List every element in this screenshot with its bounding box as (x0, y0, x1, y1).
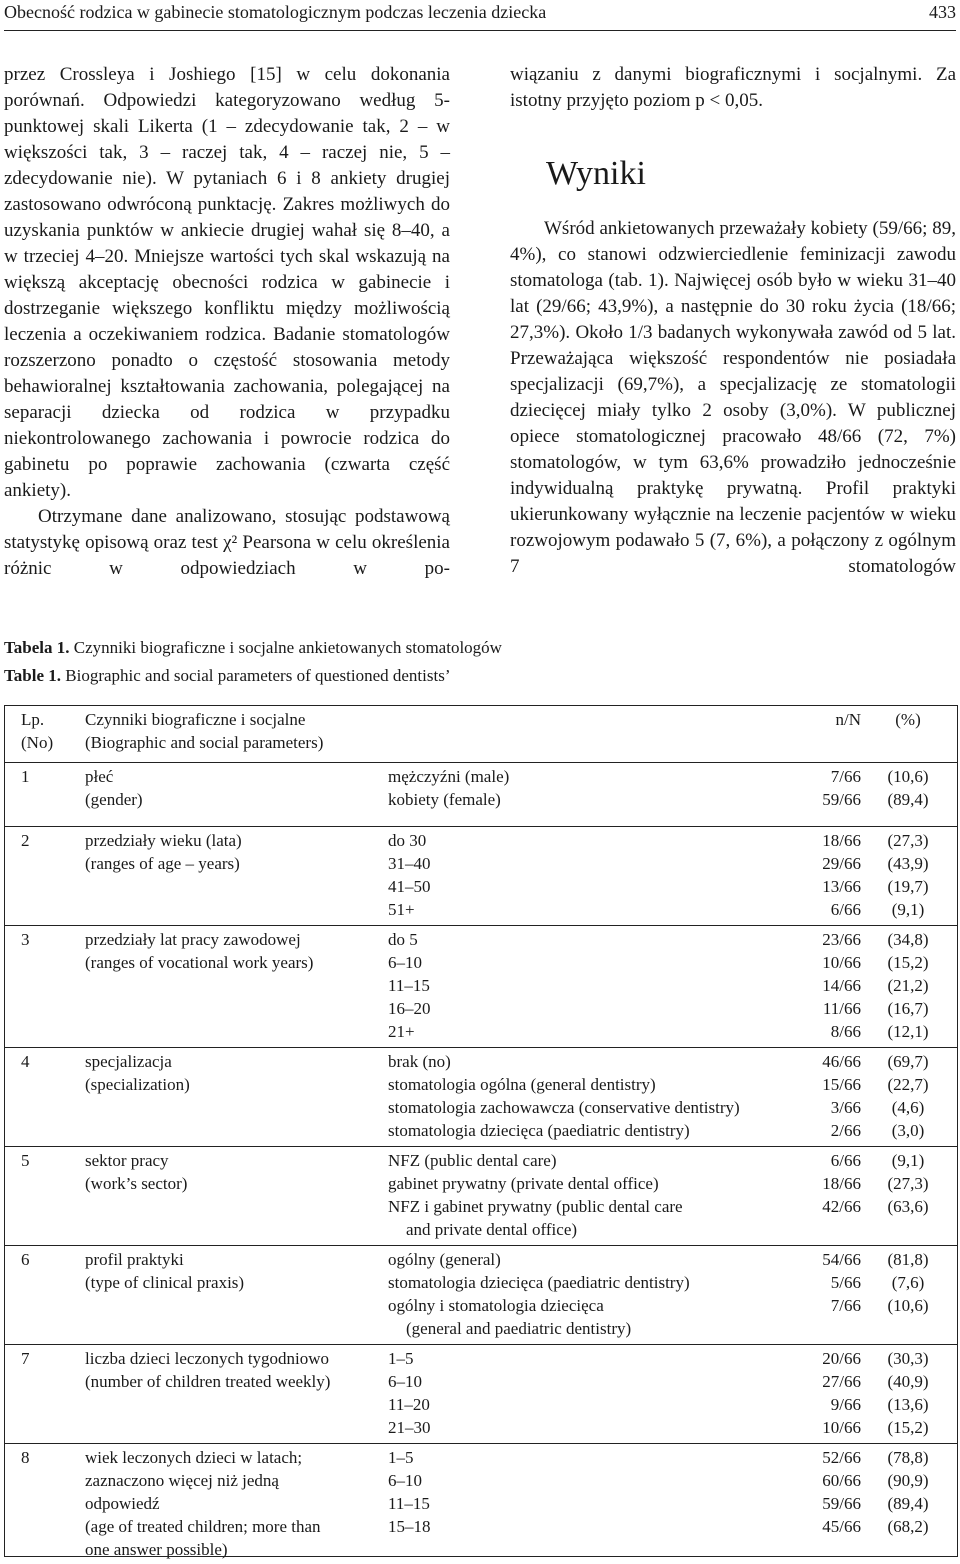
row-count (791, 1050, 861, 1142)
table-body (5, 763, 957, 1564)
row-percent (873, 829, 943, 921)
header-param (85, 708, 375, 754)
row-percent (873, 1446, 943, 1538)
row-percent-line: (15,2) (887, 1418, 929, 1437)
row-parameter-line: (specialization) (85, 1075, 190, 1094)
row-percent-line: (30,3) (887, 1349, 929, 1368)
table-caption-english (4, 666, 451, 686)
row-parameter-line: specjalizacja (85, 1052, 172, 1071)
header-no (21, 708, 53, 754)
row-percent-line: (34,8) (887, 930, 929, 949)
caption-text: Czynniki biograficzne i socjalne ankietowanych stomatologów (69, 638, 502, 657)
row-parameter-line: sektor pracy (85, 1151, 169, 1170)
row-parameter-line: (type of clinical praxis) (85, 1273, 245, 1292)
row-percent-line: (43,9) (887, 854, 929, 873)
row-number: 2 (21, 831, 30, 850)
row-category-line: NFZ i gabinet prywatny (public dental care (388, 1197, 683, 1216)
header-line: (Biographic and social parameters) (85, 733, 324, 752)
row-percent (873, 1149, 943, 1241)
row-number: 1 (21, 767, 30, 786)
table-header (5, 706, 957, 763)
row-percent-line: (69,7) (887, 1052, 929, 1071)
row-parameter-line: przedziały lat pracy zawodowej (85, 930, 301, 949)
table-row (5, 1246, 957, 1345)
row-number: 5 (21, 1151, 30, 1170)
row-count-line: 8/66 (830, 1022, 861, 1041)
row-percent-line: (9,1) (891, 1151, 925, 1170)
row-count-line: 9/66 (830, 1395, 861, 1414)
row-category-line: and private dental office) (406, 1220, 578, 1239)
row-parameter (85, 928, 375, 974)
row-percent-line: (16,7) (887, 999, 929, 1018)
row-count-line: 42/66 (822, 1197, 861, 1216)
caption-label: Table 1. (4, 666, 62, 685)
row-category-line: 21–30 (388, 1418, 431, 1437)
row-count-line: 15/66 (822, 1075, 861, 1094)
row-percent-line: (90,9) (887, 1471, 929, 1490)
row-category-line: 41–50 (388, 877, 431, 896)
row-percent-line: (78,8) (887, 1448, 929, 1467)
row-parameter-line: profil praktyki (85, 1250, 184, 1269)
paragraph-methods: przez Crossleya i Joshiego [15] w celu dokonania porównań. Odpowiedzi kategoryzowano według 5-punktowej skali Likerta (1 – zdecydowanie tak, 2 – w większości tak, 3 – raczej tak, 4 – raczej nie, 5 – zdecydowanie nie). W pytaniach 6 i 8 ankiety drugiej zastosowano odwróconą punktację. Zakres możliwych do uzyskania punktów w ankiecie drugiej wahał się 8–40, a w trzeciej 4–20. Mniejsze wartości tych skal wskazują na większą akceptację obecności rodzica w gabinecie i dostrzeganie większego konfliktu między możliwością leczenia a oczekiwaniem rodzica. Badanie stomatologów rozszerzono ponadto o częstość stosowania metody behawioralnej kształtowania zachowania, polegającej na separacji dziecka od rodzica w przypadku niekontrolowanego zachowania i powrocie rodzica do gabinetu po poprawie zachowania (czwarta część ankiety). (4, 64, 450, 501)
row-percent-line: (27,3) (887, 1174, 929, 1193)
row-category-line: 11–15 (388, 1494, 430, 1513)
row-category-line: 6–10 (388, 953, 422, 972)
row-count-line: 14/66 (822, 976, 861, 995)
row-category-line: stomatologia dziecięca (paediatric dentistry) (388, 1273, 690, 1292)
row-count-line: 10/66 (822, 1418, 861, 1437)
row-count-line: 45/66 (822, 1517, 861, 1536)
row-count (791, 1248, 861, 1340)
row-count-line: 23/66 (822, 930, 861, 949)
row-count (791, 928, 861, 1043)
row-percent-line: (89,4) (887, 1494, 929, 1513)
row-count-line: 18/66 (822, 1174, 861, 1193)
row-percent-line: (63,6) (887, 1197, 929, 1216)
caption-label: Tabela 1. (4, 638, 70, 657)
row-category (388, 1248, 808, 1340)
row-percent-line: (9,1) (891, 900, 925, 919)
row-percent-line: (68,2) (887, 1517, 929, 1536)
row-parameter-line: przedziały wieku (lata) (85, 831, 242, 850)
row-count-line: 11/66 (822, 999, 861, 1018)
row-count-line: 5/66 (830, 1273, 861, 1292)
row-percent-line: (40,9) (887, 1372, 929, 1391)
caption-text: Biographic and social parameters of questioned dentists’ (61, 666, 451, 685)
row-count (791, 765, 861, 811)
row-count-line (791, 1317, 861, 1340)
row-percent-line (873, 1218, 943, 1241)
row-number: 7 (21, 1349, 30, 1368)
row-number: 6 (21, 1250, 30, 1269)
row-category-line: 6–10 (388, 1471, 422, 1490)
row-count-line: 54/66 (822, 1250, 861, 1269)
row-count-line: 7/66 (830, 767, 861, 786)
row-category-line: 51+ (388, 900, 415, 919)
row-percent-line: (81,8) (887, 1250, 929, 1269)
row-count-line: 10/66 (822, 953, 861, 972)
row-category (388, 829, 808, 921)
row-parameter-line: (work’s sector) (85, 1174, 188, 1193)
header-line: Czynniki biograficzne i socjalne (85, 710, 306, 729)
row-category-line: 11–15 (388, 976, 430, 995)
row-parameter-line: (age of treated children; more than (85, 1517, 321, 1536)
row-parameter-line: (ranges of age – years) (85, 854, 240, 873)
row-category-line: 31–40 (388, 854, 431, 873)
row-count (791, 1446, 861, 1538)
row-count-line: 27/66 (822, 1372, 861, 1391)
row-count-line: 29/66 (822, 854, 861, 873)
table-row (5, 827, 957, 926)
row-parameter-line: wiek leczonych dzieci w latach; (85, 1448, 303, 1467)
row-percent-line: (15,2) (887, 953, 929, 972)
row-category-line: 16–20 (388, 999, 431, 1018)
row-parameter-line: odpowiedź (85, 1494, 160, 1513)
row-count-line: 52/66 (822, 1448, 861, 1467)
row-count-line: 6/66 (830, 1151, 861, 1170)
row-parameter (85, 1446, 375, 1561)
row-category-line: brak (no) (388, 1052, 451, 1071)
row-parameter-line: płeć (85, 767, 114, 786)
header-line: (No) (21, 733, 54, 752)
row-count (791, 1149, 861, 1241)
row-percent (873, 1248, 943, 1340)
row-category-line: NFZ (public dental care) (388, 1151, 557, 1170)
row-parameter-line: (number of children treated weekly) (85, 1372, 331, 1391)
row-percent (873, 1050, 943, 1142)
header-n: n/N (835, 710, 861, 729)
row-category-line: 11–20 (388, 1395, 430, 1414)
row-count-line: 59/66 (822, 1494, 861, 1513)
row-category-line: 1–5 (388, 1448, 414, 1467)
row-category-line: 21+ (388, 1022, 415, 1041)
row-number: 8 (21, 1448, 30, 1467)
table-row (5, 926, 957, 1048)
row-count-line: 3/66 (830, 1098, 861, 1117)
row-parameter (85, 829, 375, 875)
row-parameter (85, 765, 375, 811)
row-category (388, 928, 808, 1043)
row-category-line: ogólny i stomatologia dziecięca (388, 1296, 604, 1315)
row-percent-line: (27,3) (887, 831, 929, 850)
table-row (5, 763, 957, 827)
row-count-line: 20/66 (822, 1349, 861, 1368)
row-count-line (791, 1218, 861, 1241)
row-parameter-line: (gender) (85, 790, 143, 809)
paragraph-continuation: wiązaniu z danymi biograficznymi i socjalnymi. Za istotny przyjęto poziom p < 0,05. (510, 64, 956, 111)
row-count-line: 7/66 (830, 1296, 861, 1315)
row-category-line: 6–10 (388, 1372, 422, 1391)
row-percent-line: (13,6) (887, 1395, 929, 1414)
section-heading-results: Wyniki (546, 155, 646, 192)
row-count (791, 829, 861, 921)
row-category-line: kobiety (female) (388, 790, 501, 809)
row-count-line: 6/66 (830, 900, 861, 919)
row-count-line: 59/66 (822, 790, 861, 809)
row-category (388, 1050, 808, 1142)
row-number: 3 (21, 930, 30, 949)
row-category-line: ogólny (general) (388, 1250, 501, 1269)
row-percent-line: (7,6) (891, 1273, 925, 1292)
table-row (5, 1345, 957, 1444)
row-count-line: 60/66 (822, 1471, 861, 1490)
row-parameter-line: one answer possible) (85, 1540, 228, 1559)
row-parameter (85, 1248, 375, 1294)
table-caption-polish (4, 638, 502, 658)
row-category-line: 15–18 (388, 1517, 431, 1536)
row-category-line: stomatologia ogólna (general dentistry) (388, 1075, 656, 1094)
row-category-line: do 5 (388, 930, 418, 949)
row-count-line: 13/66 (822, 877, 861, 896)
header-pct: (%) (895, 710, 921, 729)
row-count-line: 18/66 (822, 831, 861, 850)
row-count-line: 46/66 (822, 1052, 861, 1071)
row-parameter-line: liczba dzieci leczonych tygodniowo (85, 1349, 330, 1368)
row-percent-line: (12,1) (887, 1022, 929, 1041)
row-percent-line: (19,7) (887, 877, 929, 896)
row-percent-line: (21,2) (887, 976, 929, 995)
row-category-line: (general and paediatric dentistry) (406, 1319, 632, 1338)
row-category-line: stomatologia dziecięca (paediatric dentistry) (388, 1121, 690, 1140)
row-category (388, 1347, 808, 1439)
row-category-line: gabinet prywatny (private dental office) (388, 1174, 659, 1193)
row-category-line: 1–5 (388, 1349, 414, 1368)
row-number: 4 (21, 1052, 30, 1071)
table-row (5, 1147, 957, 1246)
table-row (5, 1444, 957, 1564)
row-category (388, 765, 808, 811)
row-count-line: 2/66 (830, 1121, 861, 1140)
running-title: Obecność rodzica w gabinecie stomatologicznym podczas leczenia dziecka (4, 2, 547, 22)
table-row (5, 1048, 957, 1147)
row-category-line: stomatologia zachowawcza (conservative dentistry) (388, 1098, 740, 1117)
running-header (4, 0, 956, 31)
row-parameter (85, 1347, 375, 1393)
row-parameter-line: (ranges of vocational work years) (85, 953, 314, 972)
row-percent-line: (89,4) (887, 790, 929, 809)
row-category (388, 1446, 808, 1538)
paragraph-statistics: Otrzymane dane analizowano, stosując podstawową statystykę opisową oraz test χ² Pearsona w celu określenia różnic w odpowiedziach w po- (4, 506, 450, 579)
row-percent-line (873, 1317, 943, 1340)
row-category (388, 1149, 808, 1241)
header-line: Lp. (21, 710, 45, 729)
biographic-table (4, 705, 958, 1557)
row-percent (873, 928, 943, 1043)
row-parameter (85, 1149, 375, 1195)
page-number: 433 (929, 2, 956, 22)
row-percent-line: (22,7) (887, 1075, 929, 1094)
row-percent-line: (10,6) (887, 1296, 929, 1315)
row-percent-line: (10,6) (887, 767, 929, 786)
row-percent (873, 765, 943, 811)
row-parameter-line: zaznaczono więcej niż jedną (85, 1471, 279, 1490)
row-percent-line: (3,0) (891, 1121, 925, 1140)
right-column (510, 62, 956, 580)
row-category-line: do 30 (388, 831, 427, 850)
left-column (4, 62, 450, 582)
paragraph-results: Wśród ankietowanych przeważały kobiety (59/66; 89, 4%), co stanowi odzwierciedlenie feminizacji zawodu stomatologa (tab. 1). Najwięcej osób było w wieku 31–40 lat (29/66; 43,9%), a następnie do 30 roku życia (18/66; 27,3%). Około 1/3 badanych wykonywała zawód od 5 lat. Przeważająca większość respondentów nie posiadała specjalizacji (69,7%), a specjalizację ze stomatologii dziecięcej miały tylko 2 osoby (3,0%). W publicznej opiece stomatologicznej pracowało 48/66 (72, 7%) stomatologów, w tym 63,6% prowadziło jednocześnie indywidualną praktykę prywatną. Profil praktyki ukierunkowany wyłącznie na leczenie pacjentów w wieku rozwojowym podawało 5 (7, 6%), a połączony z ogólnym 7 stomatologów (510, 218, 956, 577)
row-count (791, 1347, 861, 1439)
row-parameter (85, 1050, 375, 1096)
row-percent (873, 1347, 943, 1439)
row-category-line: mężczyźni (male) (388, 767, 510, 786)
row-percent-line: (4,6) (891, 1098, 925, 1117)
